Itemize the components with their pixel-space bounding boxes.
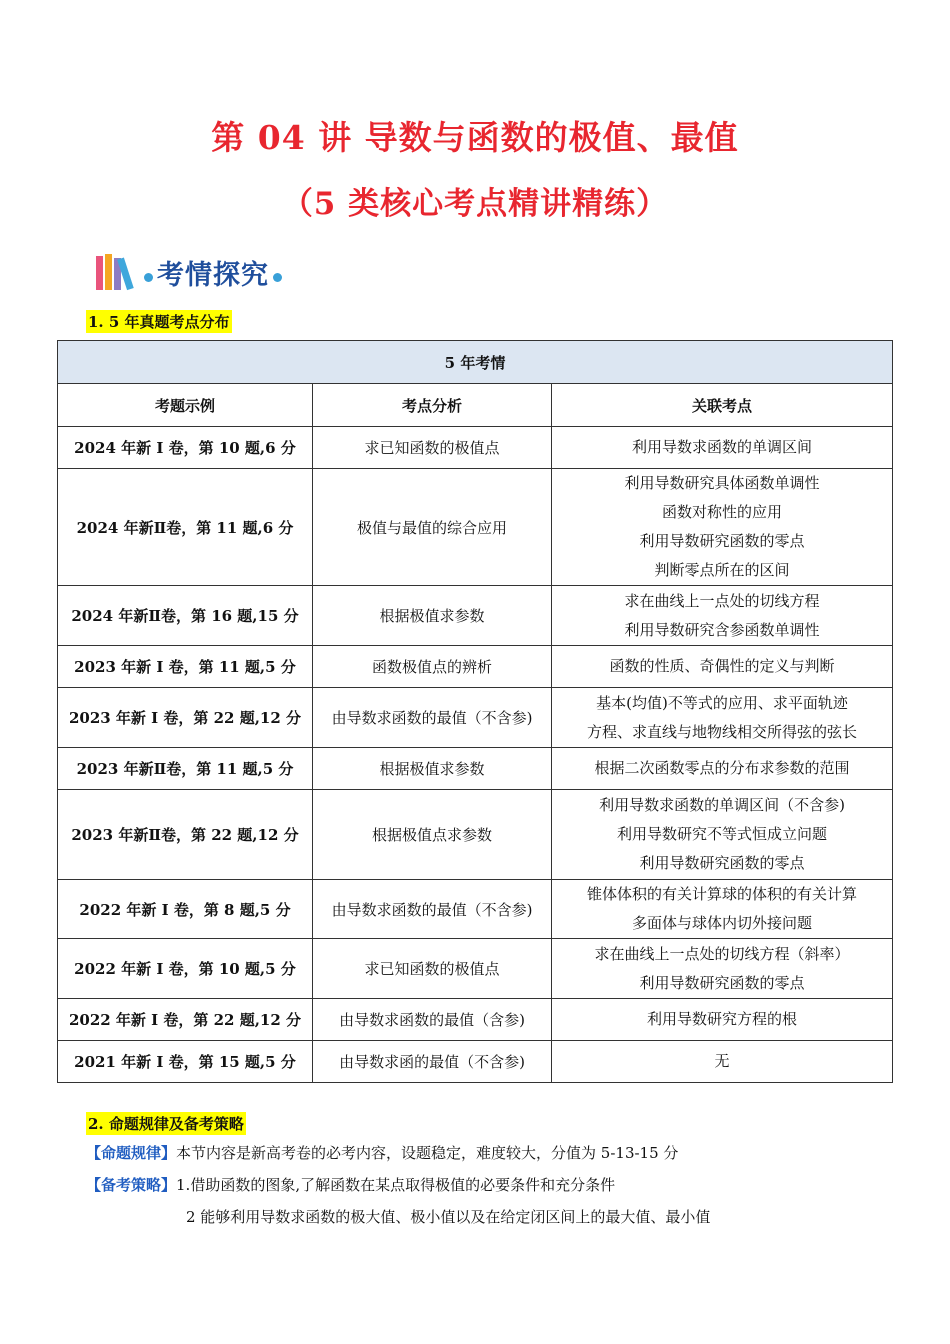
- column-header: 考点分析: [313, 384, 552, 427]
- related-item: 函数的性质、奇偶性的定义与判断: [609, 657, 835, 675]
- exam-cell: 2022 年新 I 卷，第 8 题,5 分: [58, 880, 313, 939]
- table-row: [58, 469, 893, 586]
- point-cell: 由导数求函数的最值（含参): [313, 999, 552, 1041]
- exam-cell: 2021 年新 I 卷，第 15 题,5 分: [58, 1041, 313, 1083]
- rule-paragraph: [86, 1142, 678, 1163]
- related-cell: [552, 469, 893, 586]
- table-row: [58, 688, 893, 748]
- related-item: 利用导数研究不等式恒成立问题: [616, 825, 827, 843]
- table-row: [58, 1041, 893, 1083]
- point-cell: 根据极值点求参数: [313, 790, 552, 880]
- point-cell: 求已知函数的极值点: [313, 939, 552, 999]
- table-row: [58, 880, 893, 939]
- table-row: [58, 646, 893, 688]
- related-item: 求在曲线上一点处的切线方程（斜率）: [594, 944, 850, 963]
- point-cell: 极值与最值的综合应用: [313, 469, 552, 586]
- related-item: 求在曲线上一点处的切线方程: [624, 591, 820, 610]
- related-item: 利用导数研究函数的零点: [639, 854, 805, 872]
- exam-cell: 2023 年新 I 卷，第 22 题,12 分: [58, 688, 313, 748]
- related-item: 利用导数求函数的单调区间: [631, 438, 812, 456]
- related-cell: [552, 748, 893, 790]
- related-cell: [552, 646, 893, 688]
- point-cell: 求已知函数的极值点: [313, 427, 552, 469]
- strategy-paragraph: [86, 1174, 615, 1195]
- related-item: 判断零点所在的区间: [654, 561, 790, 579]
- strategy-item: 2 能够利用导数求函数的极大值、极小值以及在给定闭区间上的最大值、最小值: [186, 1208, 711, 1226]
- related-item: 多面体与球体内切外接问题: [631, 914, 812, 932]
- exam-cell: 2024 年新Ⅱ卷，第 16 题,15 分: [58, 586, 313, 646]
- exam-cell: 2022 年新 I 卷，第 22 题,12 分: [58, 999, 313, 1041]
- related-item: 利用导数研究含参函数单调性: [624, 620, 820, 639]
- related-item: 利用导数求函数的单调区间（不含参): [599, 796, 845, 814]
- related-cell: [552, 939, 893, 999]
- related-cell: [552, 999, 893, 1041]
- related-item: 利用导数研究函数的零点: [639, 973, 805, 992]
- column-header: 关联考点: [552, 384, 893, 427]
- table-row: [58, 999, 893, 1041]
- related-cell: [552, 427, 893, 469]
- banner-dot-left: [144, 273, 153, 282]
- related-cell: [552, 586, 893, 646]
- related-cell: [552, 790, 893, 880]
- point-cell: 由导数求函的最值（不含参): [313, 1041, 552, 1083]
- section-banner: [94, 252, 282, 292]
- page-title: 第 04 讲 导数与函数的极值、最值: [211, 118, 739, 157]
- point-cell: 根据极值求参数: [313, 586, 552, 646]
- column-header: 考题示例: [58, 384, 313, 427]
- rule-label: 【命题规律】: [86, 1144, 177, 1162]
- table-row: [58, 790, 893, 880]
- strategy-item: 1.借助函数的图象,了解函数在某点取得极值的必要条件和充分条件: [176, 1176, 616, 1194]
- related-item: 利用导数研究具体函数单调性: [624, 474, 820, 492]
- table-row: [58, 748, 893, 790]
- exam-cell: 2024 年新 I 卷，第 10 题,6 分: [58, 427, 313, 469]
- section2-heading: 2. 命题规律及备考策略: [86, 1112, 246, 1135]
- related-cell: [552, 688, 893, 748]
- related-cell: [552, 880, 893, 939]
- exam-cell: 2024 年新Ⅱ卷，第 11 题,6 分: [58, 469, 313, 586]
- banner-text: 考情探究: [157, 259, 269, 291]
- exam-cell: 2023 年新Ⅱ卷，第 22 题,12 分: [58, 790, 313, 880]
- related-item: 无: [714, 1052, 730, 1070]
- exam-table: [57, 340, 893, 1083]
- related-item: 方程、求直线与地物线相交所得弦的弦长: [586, 722, 857, 741]
- related-item: 函数对称性的应用: [661, 503, 782, 521]
- related-cell: [552, 1041, 893, 1083]
- exam-cell: 2023 年新 I 卷，第 11 题,5 分: [58, 646, 313, 688]
- rule-text: 本节内容是新高考卷的必考内容，设题稳定，难度较大，分值为 5-13-15 分: [176, 1144, 679, 1162]
- table-row: [58, 586, 893, 646]
- related-item: 锥体体积的有关计算球的体积的有关计算: [586, 885, 857, 903]
- page-subtitle: （5 类核心考点精讲精练）: [281, 186, 669, 222]
- related-item: 利用导数研究方程的根: [646, 1010, 797, 1028]
- table-row: [58, 939, 893, 999]
- related-item: 根据二次函数零点的分布求参数的范围: [594, 759, 850, 777]
- section1-heading: 1. 5 年真题考点分布: [86, 310, 232, 333]
- banner-dot-right: [273, 273, 282, 282]
- strategy-label: 【备考策略】: [86, 1176, 177, 1194]
- point-cell: 由导数求函数的最值（不含参): [313, 880, 552, 939]
- point-cell: 由导数求函数的最值（不含参): [313, 688, 552, 748]
- point-cell: 函数极值点的辨析: [313, 646, 552, 688]
- exam-cell: 2022 年新 I 卷，第 10 题,5 分: [58, 939, 313, 999]
- related-item: 利用导数研究函数的零点: [639, 532, 805, 550]
- point-cell: 根据极值求参数: [313, 748, 552, 790]
- exam-cell: 2023 年新Ⅱ卷，第 11 题,5 分: [58, 748, 313, 790]
- table-row: [58, 427, 893, 469]
- related-item: 基本(均值)不等式的应用、求平面轨迹: [596, 693, 848, 712]
- books-icon: [94, 252, 140, 292]
- table-caption: 5 年考情: [58, 341, 893, 384]
